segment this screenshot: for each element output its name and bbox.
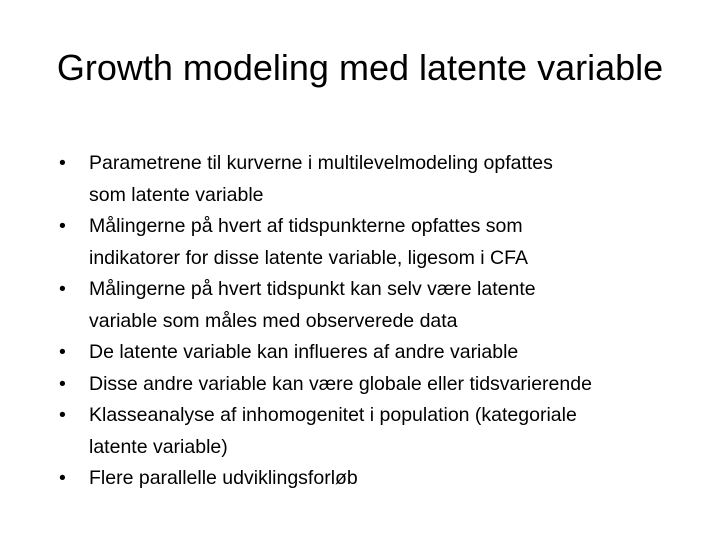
bullet-item: [59, 148, 679, 211]
bullet-line: • Klasseanalyse af inhomogenitet i population (kategoriale: [89, 404, 577, 426]
bullet-line: som latente variable: [89, 183, 264, 206]
bullet-line: • Målingerne på hvert af tidspunkterne opfattes som: [89, 215, 523, 237]
bullet-line: • De latente variable kan influeres af andre variable: [89, 341, 519, 363]
bullet-item: [59, 337, 679, 369]
bullet-item: [59, 400, 679, 463]
bullet-item: [59, 274, 679, 337]
bullet-item: [59, 369, 679, 401]
bullet-line: • Målingerne på hvert tidspunkt kan selv være latente: [89, 278, 536, 300]
bullet-list: [59, 148, 679, 495]
bullet-line: • Flere parallelle udviklingsforløb: [89, 467, 358, 489]
bullet-line: latente variable): [89, 435, 228, 458]
bullet-line: indikatorer for disse latente variable, ligesom i CFA: [89, 246, 528, 269]
bullet-item: [59, 463, 679, 495]
bullet-line: • Parametrene til kurverne i multilevelmodeling opfattes: [89, 152, 553, 174]
slide-title: Growth modeling med latente variable: [56, 47, 664, 88]
bullet-line: • Disse andre variable kan være globale eller tidsvarierende: [89, 372, 592, 395]
bullet-item: [59, 211, 679, 274]
bullet-line: variable som måles med observerede data: [89, 309, 458, 332]
